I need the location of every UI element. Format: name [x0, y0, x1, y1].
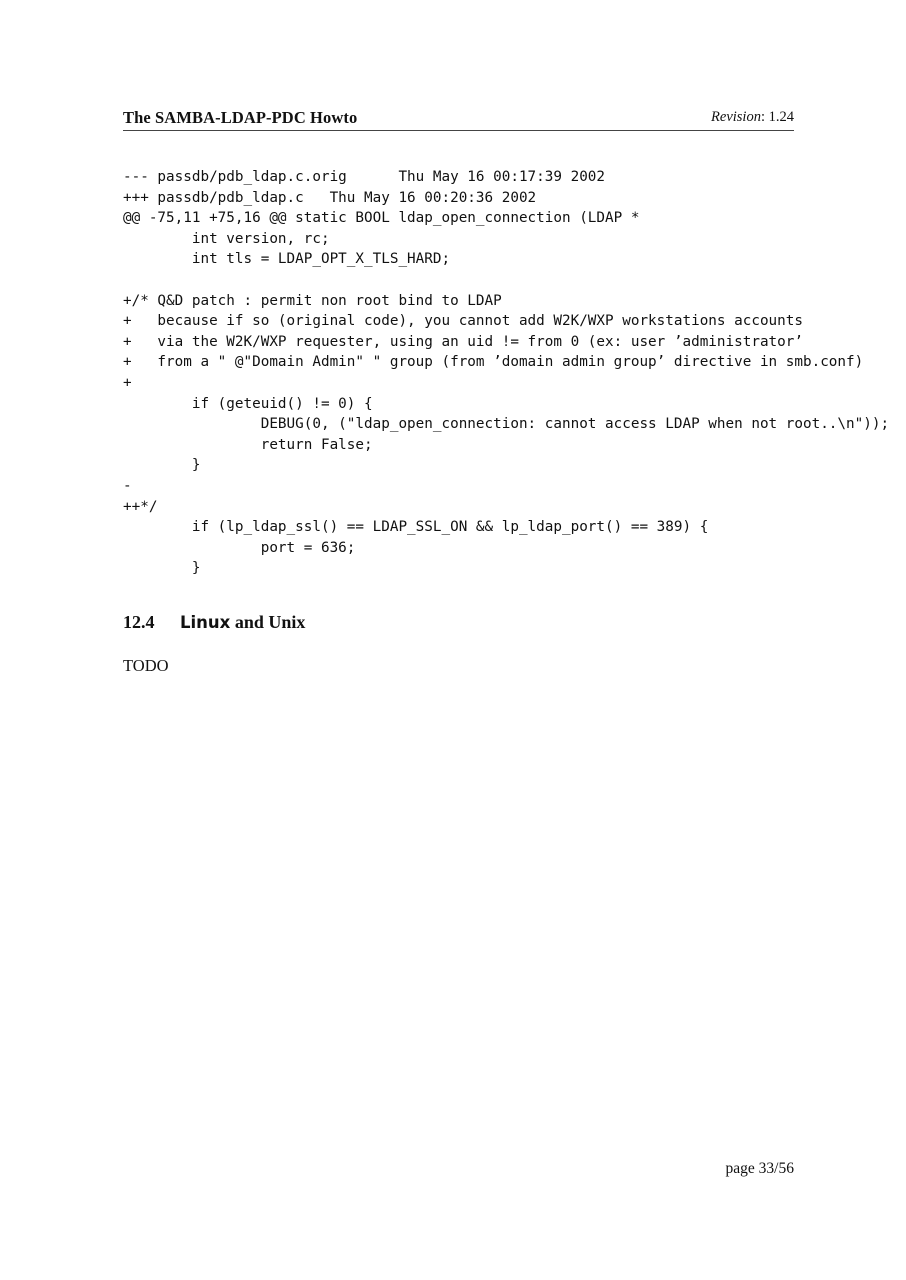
code-line: DEBUG(0, ("ldap_open_connection: cannot access LDAP when not root..\n")); [123, 416, 890, 433]
revision-info [711, 109, 794, 126]
code-line: @@ -75,11 +75,16 @@ static BOOL ldap_open_connection (LDAP * [123, 210, 640, 227]
code-line: + from a " @"Domain Admin" " group (from ’domain admin group’ directive in smb.conf) [123, 354, 864, 371]
page-number: page 33/56 [725, 1160, 794, 1177]
patch-code-listing [123, 167, 889, 579]
code-line: } [123, 457, 201, 474]
revision-value: : 1.24 [760, 109, 794, 125]
code-line [123, 270, 889, 291]
code-line: +/* Q&D patch : permit non root bind to LDAP [123, 292, 502, 309]
code-line: int version, rc; [123, 230, 330, 247]
code-line: - [123, 477, 132, 494]
code-line: return False; [123, 436, 373, 453]
code-line: +++ passdb/pdb_ldap.c Thu May 16 00:20:36 2002 [123, 189, 537, 206]
code-line: ++*/ [123, 498, 158, 515]
code-line: + because if so (original code), you cannot add W2K/WXP workstations accounts [123, 313, 803, 330]
code-line: --- passdb/pdb_ldap.c.orig Thu May 16 00:17:39 2002 [123, 169, 606, 185]
section-body-text: TODO [123, 656, 169, 675]
code-line: if (lp_ldap_ssl() == LDAP_SSL_ON && lp_ldap_port() == 389) { [123, 519, 709, 536]
running-header [123, 108, 794, 131]
section-title-rest: and Unix [230, 612, 306, 632]
code-line: if (geteuid() != 0) { [123, 395, 373, 412]
section-heading [123, 612, 305, 633]
document-title: The SAMBA-LDAP-PDC Howto [123, 108, 358, 127]
code-line: port = 636; [123, 539, 356, 556]
code-line: + [123, 374, 132, 391]
section-number: 12.4 [123, 612, 155, 632]
section-title-sans: Linux [180, 613, 231, 632]
code-line: int tls = LDAP_OPT_X_TLS_HARD; [123, 251, 451, 268]
code-line: + via the W2K/WXP requester, using an uid != from 0 (ex: user ’administrator’ [123, 333, 803, 350]
revision-label: Revision [711, 109, 761, 125]
code-line: } [123, 560, 201, 577]
